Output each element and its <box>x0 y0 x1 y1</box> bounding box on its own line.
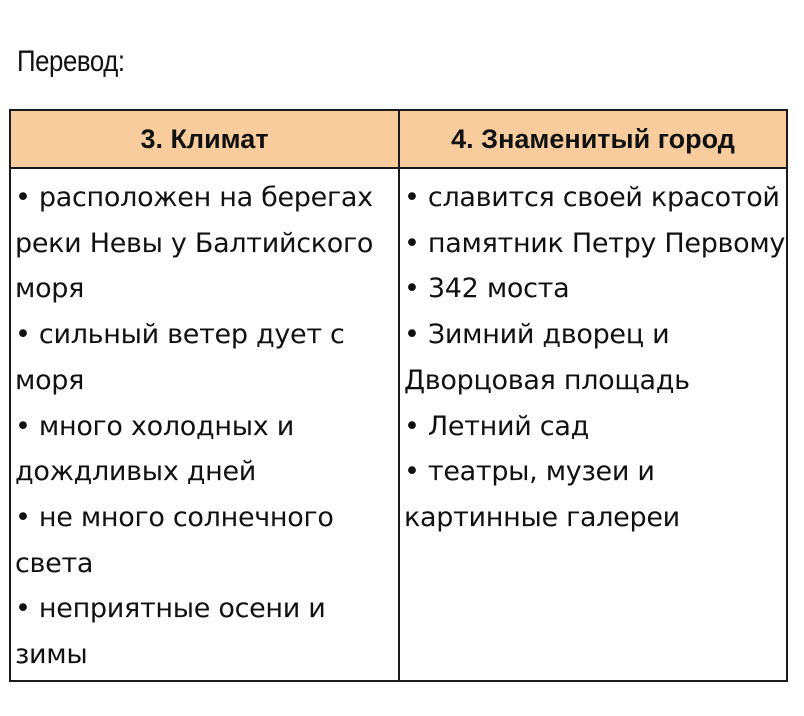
climate-item: • неприятные осени и зимы <box>15 593 326 671</box>
climate-item: • расположен на берегах реки Невы у Балтийского моря <box>15 182 374 305</box>
city-item: • Зимний дворец и Дворцовая площадь <box>404 319 690 396</box>
famous-city-column <box>400 169 786 680</box>
page-heading: Перевод: <box>17 45 125 78</box>
city-item: • памятник Петру Первому <box>404 227 786 259</box>
climate-item: • не много солнечного света <box>15 501 334 579</box>
city-item: • славится своей красотой <box>404 182 780 213</box>
comparison-table <box>9 109 788 682</box>
city-item: • театры, музеи и картинные галереи <box>404 456 680 533</box>
climate-column <box>11 169 400 680</box>
header-climate: 3. Климат <box>11 111 400 169</box>
header-famous-city: 4. Знаменитый город <box>400 111 786 169</box>
climate-item: • много холодных и дождливых дней <box>15 410 294 488</box>
climate-item: • сильный ветер дует с моря <box>15 319 345 396</box>
city-item: • 342 моста <box>404 273 570 305</box>
city-item: • Летний сад <box>404 410 589 442</box>
